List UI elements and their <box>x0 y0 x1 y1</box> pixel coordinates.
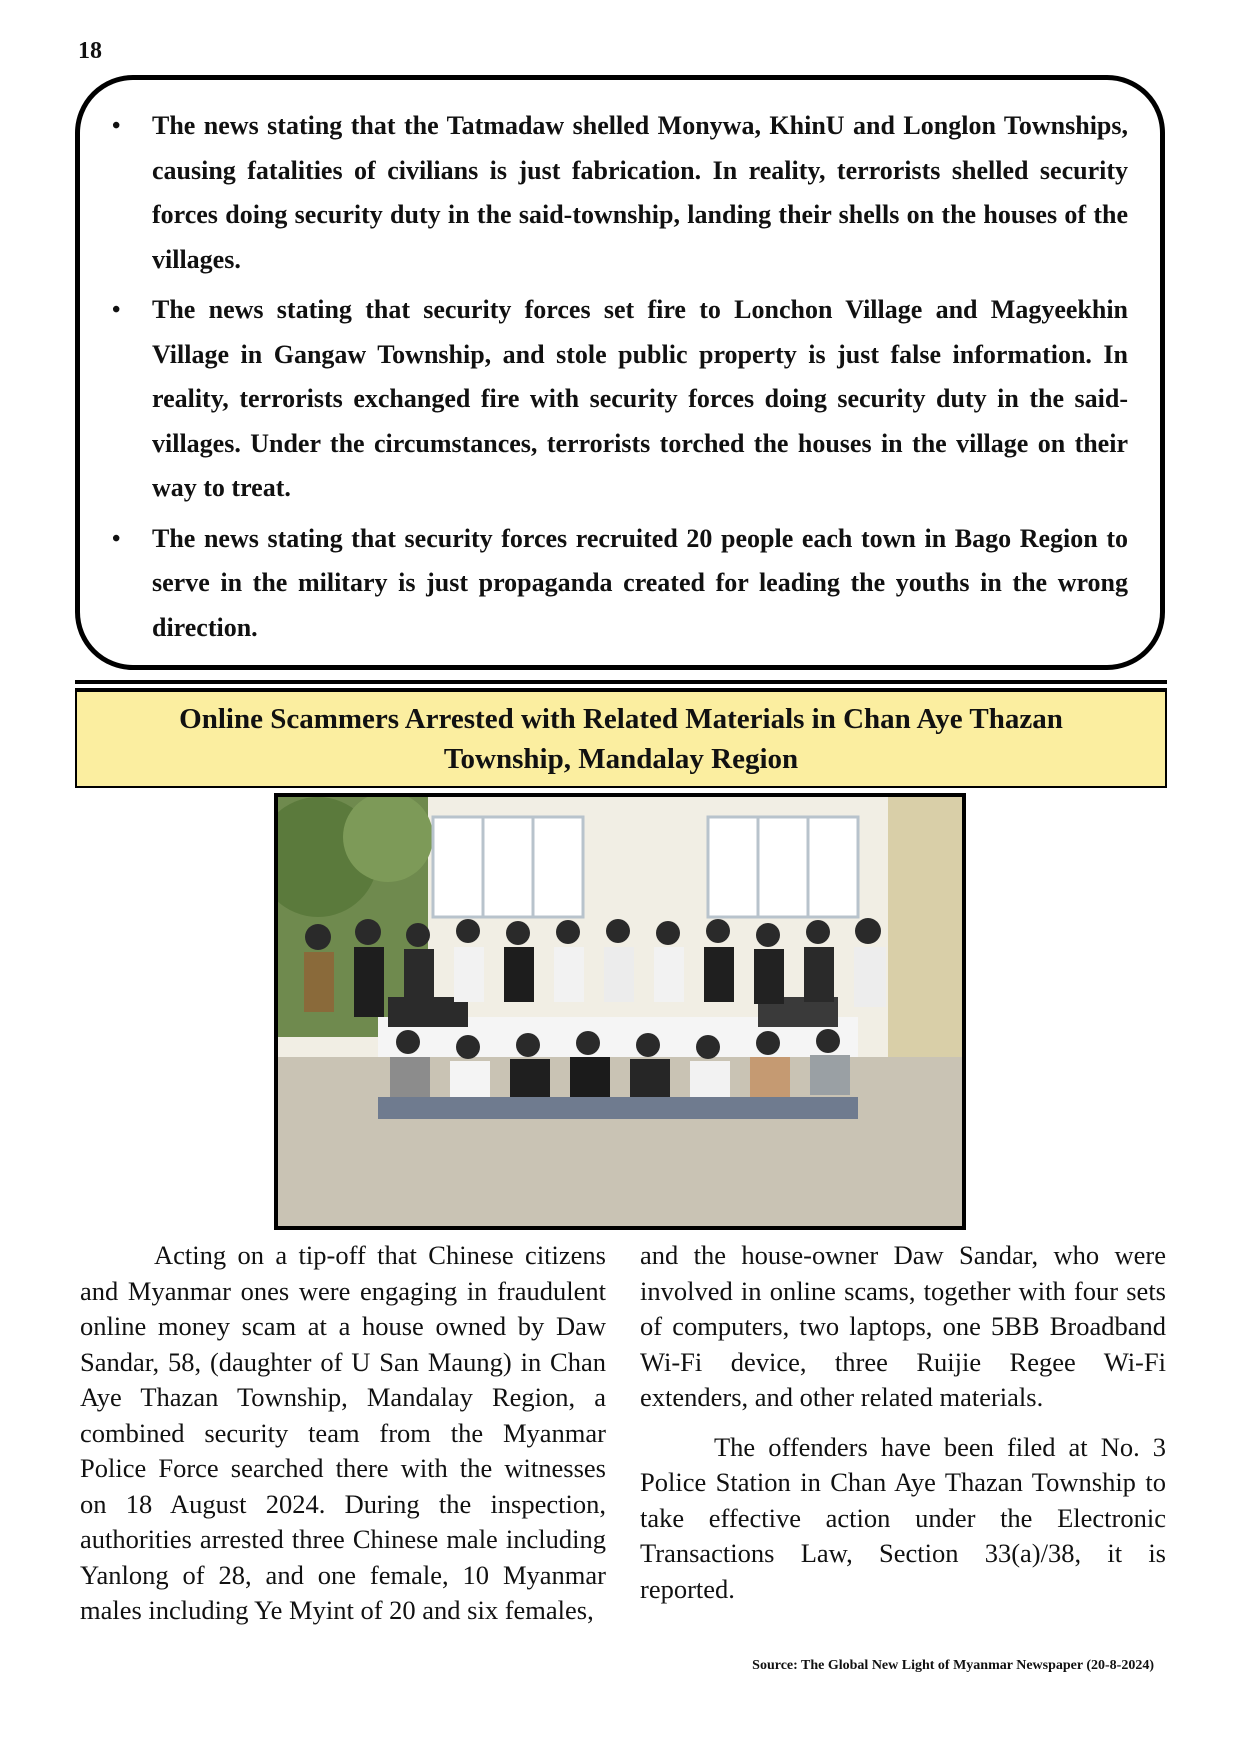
divider-rule <box>75 680 1167 684</box>
article-paragraph-2: The offenders have been filed at No. 3 Police Station in Chan Aye Thazan Township to take effective action under the Electronic Transactions Law, Section 33(a)/38, it is reported. <box>640 1431 1166 1604</box>
rebuttal-list <box>152 104 1128 650</box>
rebuttal-item-bago: • The news stating that security forces recruited 20 people each town in Bago Region to serve in the military is just propaganda created for leading the youths in the wrong direction. <box>152 517 1128 651</box>
article-headline-banner <box>75 690 1167 788</box>
group-photo-illustration <box>278 797 962 1226</box>
article-column-left <box>80 1238 606 1629</box>
article-paragraph-1: Acting on a tip-off that Chinese citizens and Myanmar ones were engaging in fraudulent online money scam at a house owned by Daw Sandar, 58, (daughter of U San Maung) in Chan Aye Thazan Township, Mandalay Region, a combined security team from the Myanmar Police Force searched there with the witnesses on 18 August 2024. During the inspection, authorities arrested three Chinese male including Yanlong of 28, and one female, 10 Myanmar males including Ye Myint of 20 and six females, <box>80 1240 606 1625</box>
article-paragraph-1-continued: and the house-owner Daw Sandar, who were involved in online scams, together with four sets of computers, two laptops, one 5BB Broadband Wi-Fi device, three Ruijie Regee Wi-Fi extenders, and other related materials. <box>640 1240 1166 1412</box>
article-column-right <box>640 1238 1166 1607</box>
article-photo <box>274 793 966 1230</box>
source-credit: Source: The Global New Light of Myanmar Newspaper (20-8-2024) <box>752 1658 1154 1673</box>
page-number: 18 <box>78 38 102 64</box>
news-rebuttal-box <box>75 75 1165 670</box>
rebuttal-item-gangaw: • The news stating that security forces set fire to Lonchon Village and Magyeekhin Village in Gangaw Township, and stole public property is just false information. In reality, terrorists exchanged fire with security forces doing security duty in the said-villages. Under the circumstances, terrorists torched the houses in the village on their way to treat. <box>152 288 1128 511</box>
article-headline: Online Scammers Arrested with Related Materials in Chan Aye Thazan Township, Mandalay Region <box>179 703 1063 775</box>
rebuttal-item-monywa: • The news stating that the Tatmadaw shelled Monywa, KhinU and Longlon Townships, causing fatalities of civilians is just fabrication. In reality, terrorists shelled security forces doing security duty in the said-township, landing their shells on the houses of the villages. <box>152 104 1128 282</box>
